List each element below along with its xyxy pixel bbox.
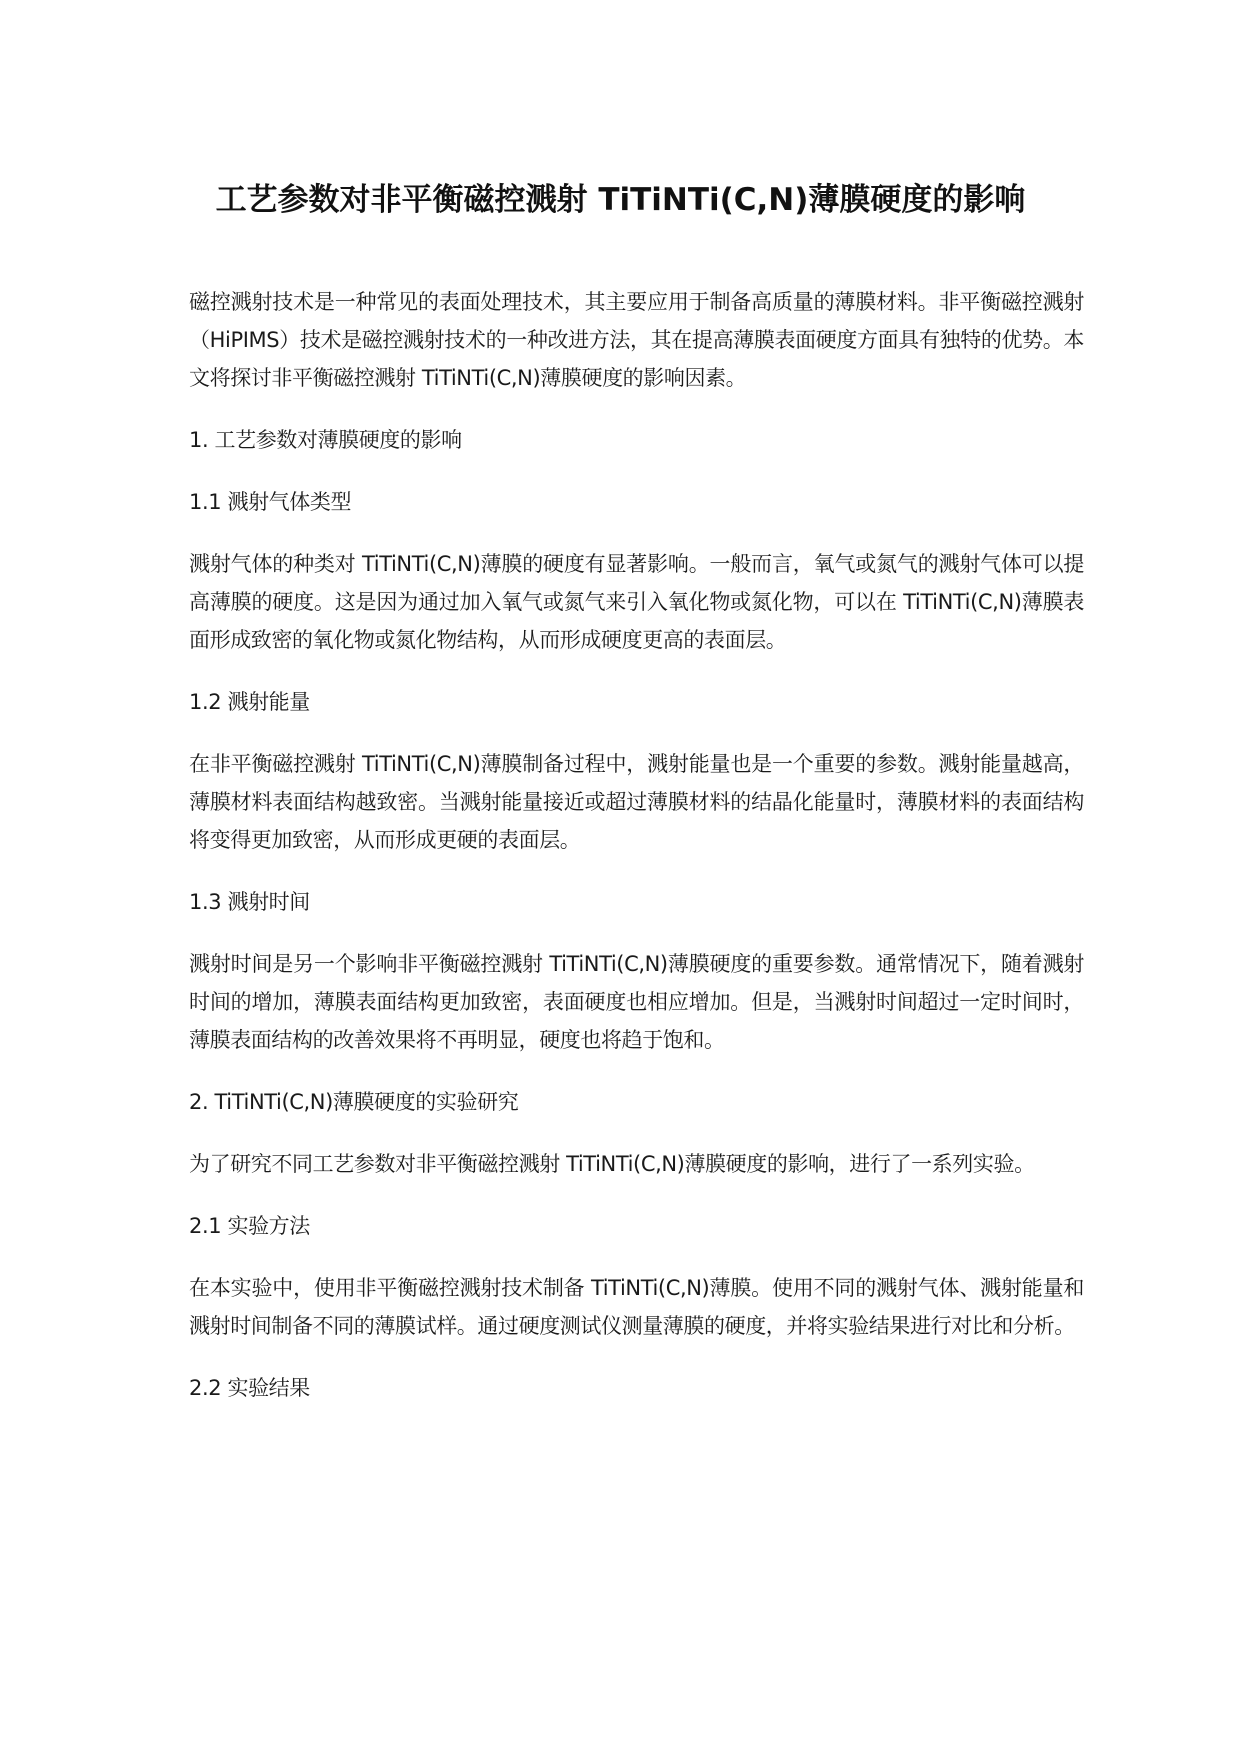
section-2-1-heading: 2.1 实验方法	[189, 1214, 310, 1238]
section-2-paragraph: 为了研究不同工艺参数对非平衡磁控溅射 TiTiNTi(C,N)薄膜硬度的影响，进行了一系列实验。	[189, 1152, 1035, 1176]
section-1-2-heading: 1.2 溅射能量	[189, 690, 310, 714]
section-1-2-paragraph: 在非平衡磁控溅射 TiTiNTi(C,N)薄膜制备过程中，溅射能量也是一个重要的参数。溅射能量越高，薄膜材料表面结构越致密。当溅射能量接近或超过薄膜材料的结晶化能量时，薄膜材料的表面结构将变得更加致密，从而形成更硬的表面层。	[189, 752, 1084, 852]
document-title: 工艺参数对非平衡磁控溅射 TiTiNTi(C,N)薄膜硬度的影响	[215, 182, 1026, 218]
section-2-heading: 2. TiTiNTi(C,N)薄膜硬度的实验研究	[189, 1090, 519, 1114]
section-2-1-paragraph: 在本实验中，使用非平衡磁控溅射技术制备 TiTiNTi(C,N)薄膜。使用不同的溅射气体、溅射能量和溅射时间制备不同的薄膜试样。通过硬度测试仪测量薄膜的硬度，并将实验结果进行对比和分析。	[189, 1276, 1084, 1338]
section-2-2-heading: 2.2 实验结果	[189, 1376, 310, 1400]
section-1-1-paragraph: 溅射气体的种类对 TiTiNTi(C,N)薄膜的硬度有显著影响。一般而言，氧气或氮气的溅射气体可以提高薄膜的硬度。这是因为通过加入氧气或氮气来引入氧化物或氮化物，可以在 TiTiNTi(C,N)薄膜表面形成致密的氧化物或氮化物结构，从而形成硬度更高的表面层。	[189, 552, 1084, 652]
intro-paragraph: 磁控溅射技术是一种常见的表面处理技术，其主要应用于制备高质量的薄膜材料。非平衡磁控溅射（HiPIMS）技术是磁控溅射技术的一种改进方法，其在提高薄膜表面硬度方面具有独特的优势。本文将探讨非平衡磁控溅射 TiTiNTi(C,N)薄膜硬度的影响因素。	[189, 290, 1084, 390]
document-body	[189, 283, 1084, 1431]
section-1-3-heading: 1.3 溅射时间	[189, 890, 310, 914]
section-1-1-heading: 1.1 溅射气体类型	[189, 490, 352, 514]
section-1-3-paragraph: 溅射时间是另一个影响非平衡磁控溅射 TiTiNTi(C,N)薄膜硬度的重要参数。通常情况下，随着溅射时间的增加，薄膜表面结构更加致密，表面硬度也相应增加。但是，当溅射时间超过一定时间时，薄膜表面结构的改善效果将不再明显，硬度也将趋于饱和。	[189, 952, 1084, 1052]
section-1-heading: 1. 工艺参数对薄膜硬度的影响	[189, 428, 462, 452]
